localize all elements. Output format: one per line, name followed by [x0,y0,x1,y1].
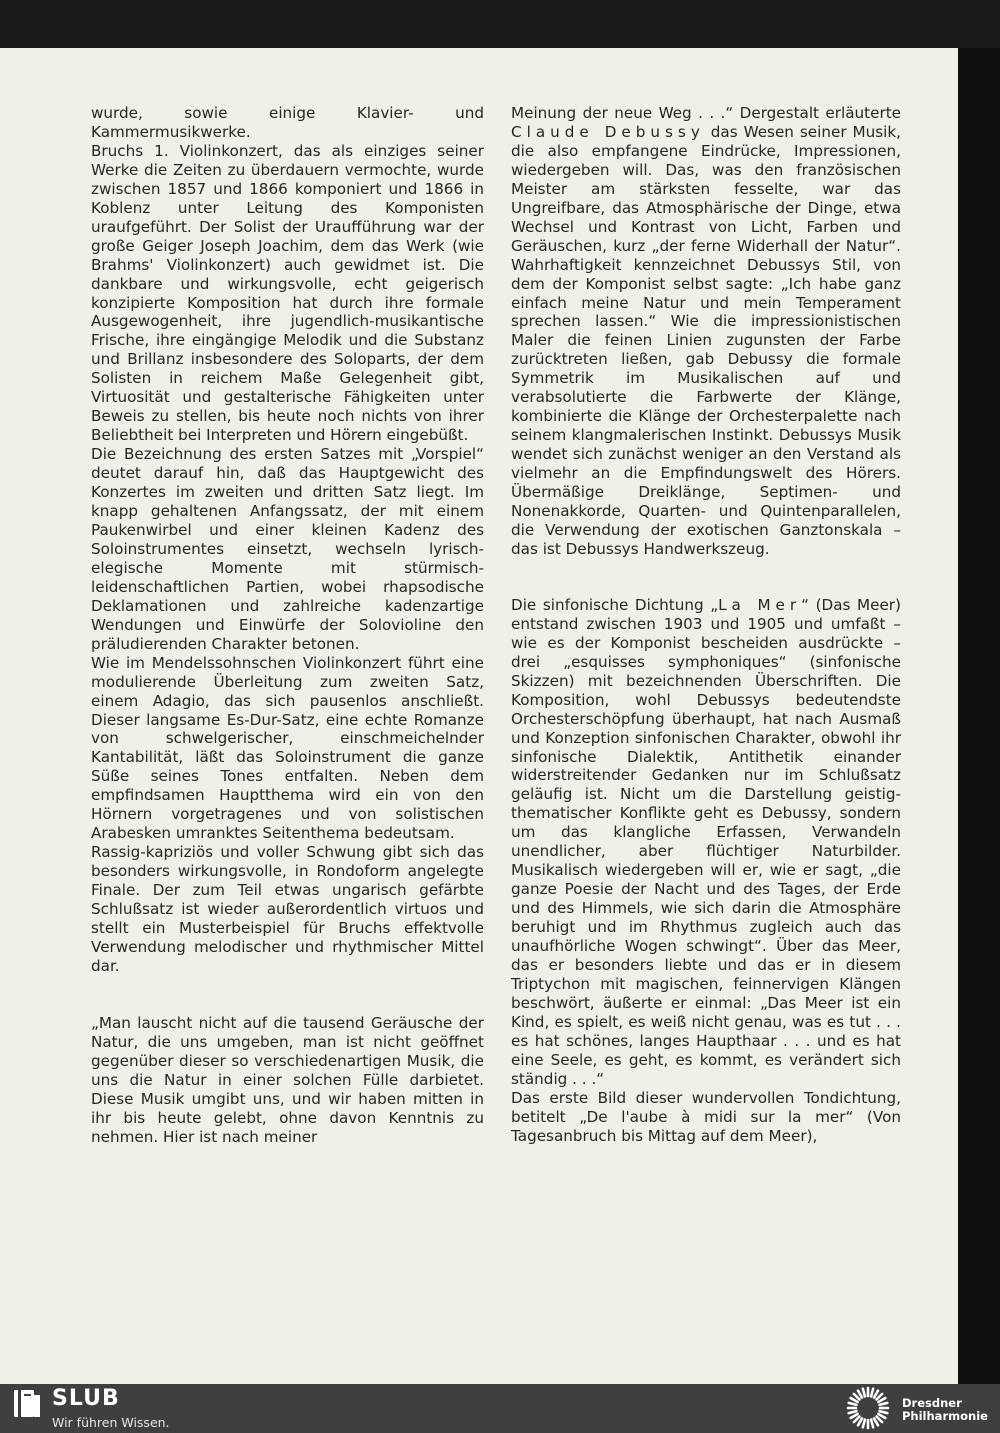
sunburst-ray [871,1389,873,1397]
footer-bar [0,1384,1000,1433]
sunburst-ray [878,1398,885,1402]
sunburst-ray [876,1416,882,1422]
sunburst-ray [880,1411,888,1413]
paragraph-bruch-intro: wurde, sowie einige Klavier- und Kammermusikwerke. [91,104,484,141]
composer-name: Claude Debussy [511,122,705,141]
slub-wordmark[interactable]: SLUB [52,1386,120,1411]
paragraph-la-mer: Die sinfonische Dichtung „La Mer“ (Das Meer) entstand zwischen 1903 und 1905 und umfaßt – wie es der Komponist bescheiden ausdrückte – drei „esquisses symphoniques“ (sinfonische Skizzen) mit bezeichnenden Überschriften. Die Komposition, wohl Debussys bedeutendste Orchesterschöpfung überhaupt, hat nach Ausmaß und Konzeption sinfonischen Charakter, obwohl ihr sinfonische Dialektik, Antithetik einander widerstreitender Gedanken nur im Schlußsatz geläufig ist. Nicht um die Darstellung geistig-thematischer Konflikte geht es Debussy, sondern um das klangliche Erfassen, Verwandeln unendlicher, aber flüchtiger Naturbilder. Musikalisch wiedergeben will er, wie er sagt, „die ganze Poesie der Nacht und des Tages, der Erde und des Himmels, wie sich darin die Atmosphäre beruhigt und im Rhythmus zugleich auch das unaufhörliche Wogen schwingt“. Über das Meer, das er besonders liebte und das er in diesem Triptychon mit magischen, feinnervigen Klängen beschwört, äußerte er einmal: „Das Meer ist ein Kind, es spielt, es weiß nicht genau, was es tut . . . es hat schönes, langes Haupthaar . . . und es hat eine Seele, es geht, es kommt, es verändert sich ständig . . .“ [511,595,901,1088]
sunburst-ray [876,1394,882,1400]
partner-line-2: Philharmonie [902,1409,988,1423]
paragraph-first-movement: Die Bezeichnung des ersten Satzes mit „Vorspiel“ deutet darauf hin, daß das Hauptgewicht des Konzertes im zweiten und dritten Satz liegt. Im knapp gehaltenen Anfangssatz, der mit einem Paukenwirbel und einer kleinen Kadenz des Soloinstrumentes einsetzt, wechseln lyrisch-elegische Momente mit stürmisch-leidenschaftlichen Partien, wobei rhapsodische Deklamationen und zahlreiche kadenzartige Wendungen und Einwürfe der Solovioline den präludierenden Charakter betonen. [91,445,484,653]
paragraph-second-movement: Wie im Mendelssohnschen Violinkonzert führt eine modulierende Überleitung zum zweiten Satz, einem Adagio, das sich pausenlos anschließt. Dieser langsame Es-Dur-Satz, eine echte Romanze von schwelgerischer, einschmeichelnder Kantabilität, läßt das Soloinstrument die ganze Süße seines Tones entfalten. Neben dem empfindsamen Hauptthema wird ein von den Hörnern vorgetragenes und von solistischen Arabesken umranktes Seitenthema bedeutsam. [91,653,484,843]
paragraph-debussy-style: Meinung der neue Weg . . .“ Dergestalt erläuterte Claude Debussy das Wesen seiner Musik, die also empfangene Eindrücke, Impressionen, wiedergeben will. Das, was den französischen Meister am stärksten fesselte, war das Ungreifbare, das Atmosphärische der Dinge, etwa Wechsel und Kontrast von Licht, Farben und Geräuschen, kurz „der ferne Widerhall der Natur“. Wahrhaftigkeit kennzeichnet Debussys Stil, von dem der Komponist selbst sagte: „Ich habe ganz einfach meine Natur und mein Temperament sprechen lassen.“ Wie die impressionistischen Maler die feinen Linien zugunsten der Farbe zurücktreten ließen, gab Debussy die formale Symmetrik im Musikalischen auf und verabsolutierte die Farbwerte der Klänge, kombinierte die Klänge der Orchesterpalette nach seinem klangmalerischen Instinkt. Debussys Musik wendet sich zunächst weniger an den Verstand als vielmehr an die Empfindungswelt des Hörers. Übermäßige Dreiklänge, Septimen- und Nonenakkorde, Quarten- und Quintenparallelen, die Verwendung der exotischen Ganztonskala – das ist Debussys Handwerkszeug. [511,104,901,558]
sunburst-ray [851,1398,858,1402]
sunburst-ray [858,1418,862,1425]
dresdner-philharmonie-logo[interactable] [902,1397,988,1423]
sunburst-ray [854,1416,860,1422]
scan-border [958,48,1000,1384]
right-column [511,104,901,1146]
sunburst-ray [851,1414,858,1418]
sunburst-ray [878,1414,885,1418]
sunburst-ray [863,1420,865,1428]
sunburst-ray [880,1403,888,1405]
paragraph-first-picture: Das erste Bild dieser wundervollen Tondichtung, betitelt „De l'aube à midi sur la mer“ (Von Tagesanbruch bis Mittag auf dem Meer), [511,1088,901,1145]
sunburst-ray [874,1391,878,1398]
philharmonie-sunburst-icon [842,1386,894,1430]
sunburst-ray [874,1418,878,1425]
paragraph-finale: Rassig-kapriziös und voller Schwung gibt sich das besonders wirkungsvolle, in Rondoform angelegte Finale. Der zum Teil etwas ungarisch gefärbte Schlußsatz ist wieder außerordentlich virtuos und stellt ein Musterbeispiel für Bruchs effektvolle Verwendung melodischer und rhythmischer Mittel dar. [91,843,484,975]
work-title: La Mer [718,595,802,614]
slub-tagline: Wir führen Wissen. [52,1415,170,1430]
sunburst-ray [858,1391,862,1398]
sunburst-ray [871,1420,873,1428]
sunburst-ray [863,1389,865,1397]
sunburst-ray [849,1411,857,1413]
sunburst-ray [854,1394,860,1400]
paragraph-violin-concerto: Bruchs 1. Violinkonzert, das als einziges seiner Werke die Zeiten zu überdauern vermochte, wurde zwischen 1857 und 1866 komponiert und 1866 in Koblenz unter Leitung des Komponisten uraufgeführt. Der Solist der Uraufführung war der große Geiger Joseph Joachim, dem das Werk (wie Brahms' Violinkonzert) auch gewidmet ist. Die dankbare und wirkungsvolle, echt geigerisch konzipierte Komposition hat durch ihre formale Ausgewogenheit, ihre jugendlich-musikantische Frische, ihre eingängige Melodik und die Substanz und Brillanz insbesondere des Soloparts, der dem Solisten in reichem Maße Gelegenheit gibt, Virtuosität und gestalterische Fähigkeiten unter Beweis zu stellen, bis heute noch nichts von ihrer Beliebtheit bei Interpreten und Hörern eingebüßt. [91,141,484,445]
partner-line-1: Dresdner [902,1396,962,1410]
paragraph-debussy-quote: „Man lauscht nicht auf die tausend Geräusche der Natur, die uns umgeben, man ist nicht geöffnet gegenüber dieser so verschiedenartigen Musik, die uns die Natur in einer solchen Fülle darbietet. Diese Musik umgibt uns, und wir haben mitten in ihr bis heute gelebt, ohne davon Kenntnis zu nehmen. Hier ist nach meiner [91,1013,484,1146]
sunburst-ray [849,1403,857,1405]
left-column [91,104,484,1147]
slub-book-icon [12,1389,42,1419]
